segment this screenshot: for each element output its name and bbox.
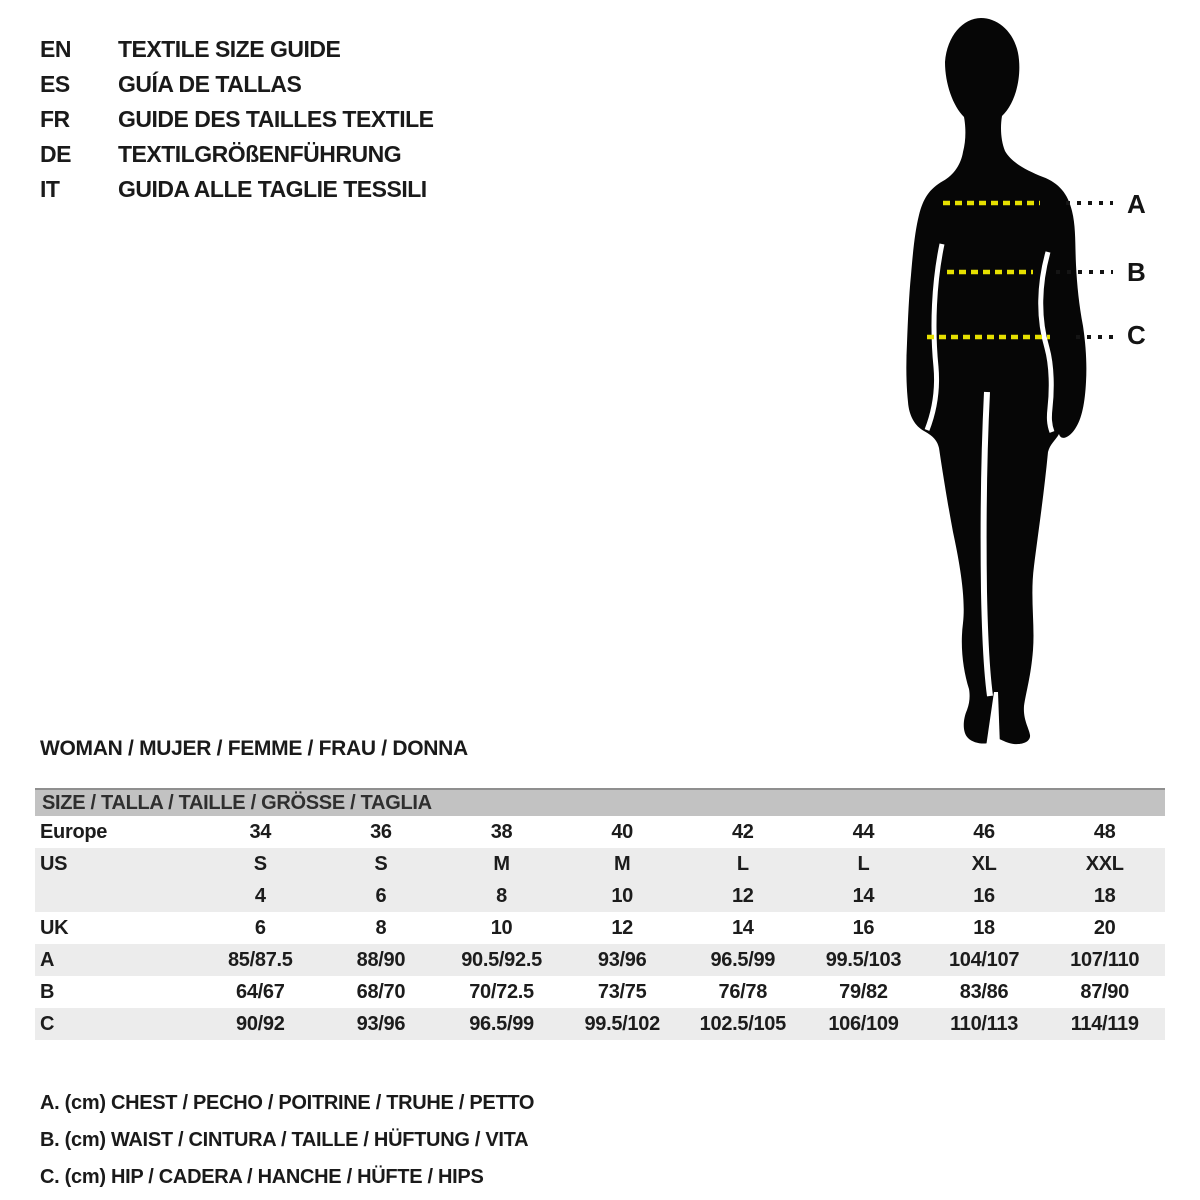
- size-cell: 83/86: [959, 980, 1009, 1003]
- size-cell: 4: [254, 884, 266, 907]
- language-title: GUIDA ALLE TAGLIE TESSILI: [118, 176, 427, 202]
- section-title-woman: WOMAN / MUJER / FEMME / FRAU / DONNA: [40, 737, 468, 760]
- row-label: A: [40, 948, 55, 971]
- size-cell: 88/90: [356, 948, 406, 971]
- woman-silhouette-graphic: [898, 12, 1120, 750]
- size-cell: 12: [731, 884, 754, 907]
- language-title-list: [40, 32, 434, 207]
- size-cell: 64/67: [236, 980, 285, 1003]
- size-table: [35, 788, 1165, 1040]
- size-cell: L: [736, 852, 749, 875]
- size-cell: 36: [370, 820, 392, 843]
- size-cell: 14: [731, 916, 754, 939]
- size-cell: 70/72.5: [469, 980, 534, 1003]
- table-row: [35, 912, 1165, 944]
- row-label: C: [40, 1012, 55, 1035]
- row-label: UK: [40, 916, 69, 939]
- measure-label-c: C: [1127, 320, 1146, 350]
- size-cell: 8: [375, 916, 387, 939]
- size-cell: 96.5/99: [469, 1012, 534, 1035]
- language-title: TEXTILGRÖßENFÜHRUNG: [118, 141, 402, 167]
- size-cell: 106/109: [828, 1012, 899, 1035]
- language-row: [40, 172, 434, 207]
- language-row: [40, 32, 434, 67]
- size-cell: 16: [852, 916, 875, 939]
- language-code: IT: [40, 176, 60, 202]
- measure-label-b: B: [1127, 257, 1146, 287]
- row-label: B: [40, 980, 55, 1003]
- footnote-line: C. (cm) HIP / CADERA / HANCHE / HÜFTE / HIPS: [40, 1166, 484, 1188]
- language-code: ES: [40, 71, 70, 97]
- size-cell: 12: [611, 916, 634, 939]
- size-cell: L: [857, 852, 870, 875]
- language-title: TEXTILE SIZE GUIDE: [118, 36, 341, 62]
- language-code: DE: [40, 141, 71, 167]
- size-cell: 90/92: [236, 1012, 285, 1035]
- language-row: [40, 137, 434, 172]
- table-row: [35, 944, 1165, 976]
- row-label: US: [40, 852, 68, 875]
- size-cell: 85/87.5: [227, 948, 293, 971]
- size-cell: 104/107: [948, 948, 1020, 971]
- size-cell: 102.5/105: [699, 1012, 786, 1035]
- size-cell: 99.5/103: [825, 948, 902, 971]
- size-cell: 93/96: [597, 948, 647, 971]
- size-table-header: SIZE / TALLA / TAILLE / GRÖSSE / TAGLIA: [35, 788, 1165, 816]
- size-cell: S: [374, 852, 388, 875]
- size-cell: 99.5/102: [584, 1012, 660, 1035]
- size-cell: 18: [973, 916, 995, 939]
- size-cell: 93/96: [356, 1012, 406, 1035]
- size-cell: XXL: [1085, 852, 1124, 875]
- table-row: [35, 848, 1165, 880]
- size-cell: M: [614, 852, 631, 875]
- size-cell: 79/82: [839, 980, 888, 1003]
- language-row: [40, 67, 434, 102]
- table-row: [35, 880, 1165, 912]
- size-cell: 10: [490, 916, 513, 939]
- woman-silhouette-icon: [906, 18, 1086, 744]
- table-row: [35, 1008, 1165, 1040]
- size-cell: 6: [375, 884, 387, 907]
- size-cell: 18: [1093, 884, 1116, 907]
- language-code: EN: [40, 36, 71, 62]
- size-cell: 90.5/92.5: [461, 948, 542, 971]
- size-cell: 46: [973, 820, 995, 843]
- size-cell: 6: [254, 916, 266, 939]
- size-cell: 10: [611, 884, 634, 907]
- size-cell: 34: [249, 820, 272, 843]
- measure-label-a: A: [1127, 189, 1146, 219]
- footnote-line: A. (cm) CHEST / PECHO / POITRINE / TRUHE / PETTO: [40, 1092, 535, 1114]
- size-cell: 87/90: [1080, 980, 1129, 1003]
- language-row: [40, 102, 434, 137]
- size-cell: 68/70: [356, 980, 406, 1003]
- size-cell: 76/78: [718, 980, 768, 1003]
- size-cell: 42: [731, 820, 754, 843]
- language-code: FR: [40, 106, 70, 132]
- size-cell: 96.5/99: [710, 948, 776, 971]
- size-cell: M: [493, 852, 510, 875]
- size-cell: 16: [973, 884, 995, 907]
- table-row: [35, 816, 1165, 848]
- measurement-figure: [898, 12, 1120, 750]
- size-cell: XL: [971, 852, 997, 875]
- language-title: GUIDE DES TAILLES TEXTILE: [118, 106, 434, 132]
- size-cell: 8: [496, 884, 507, 907]
- size-cell: 114/119: [1070, 1012, 1139, 1035]
- measure-footnotes: [40, 1085, 534, 1196]
- size-cell: 73/75: [597, 980, 647, 1003]
- size-cell: 44: [852, 820, 875, 843]
- size-cell: 14: [852, 884, 875, 907]
- size-cell: 110/113: [950, 1012, 1019, 1035]
- size-cell: 48: [1093, 820, 1116, 843]
- size-table-body: [35, 816, 1165, 1040]
- size-cell: 40: [611, 820, 634, 843]
- table-row: [35, 976, 1165, 1008]
- footnote-line: B. (cm) WAIST / CINTURA / TAILLE / HÜFTUNG / VITA: [40, 1129, 529, 1151]
- row-label: Europe: [40, 820, 108, 843]
- size-cell: 20: [1093, 916, 1116, 939]
- size-cell: 38: [490, 820, 513, 843]
- size-cell: S: [253, 852, 267, 875]
- language-title: GUÍA DE TALLAS: [118, 71, 302, 97]
- size-cell: 107/110: [1070, 948, 1140, 971]
